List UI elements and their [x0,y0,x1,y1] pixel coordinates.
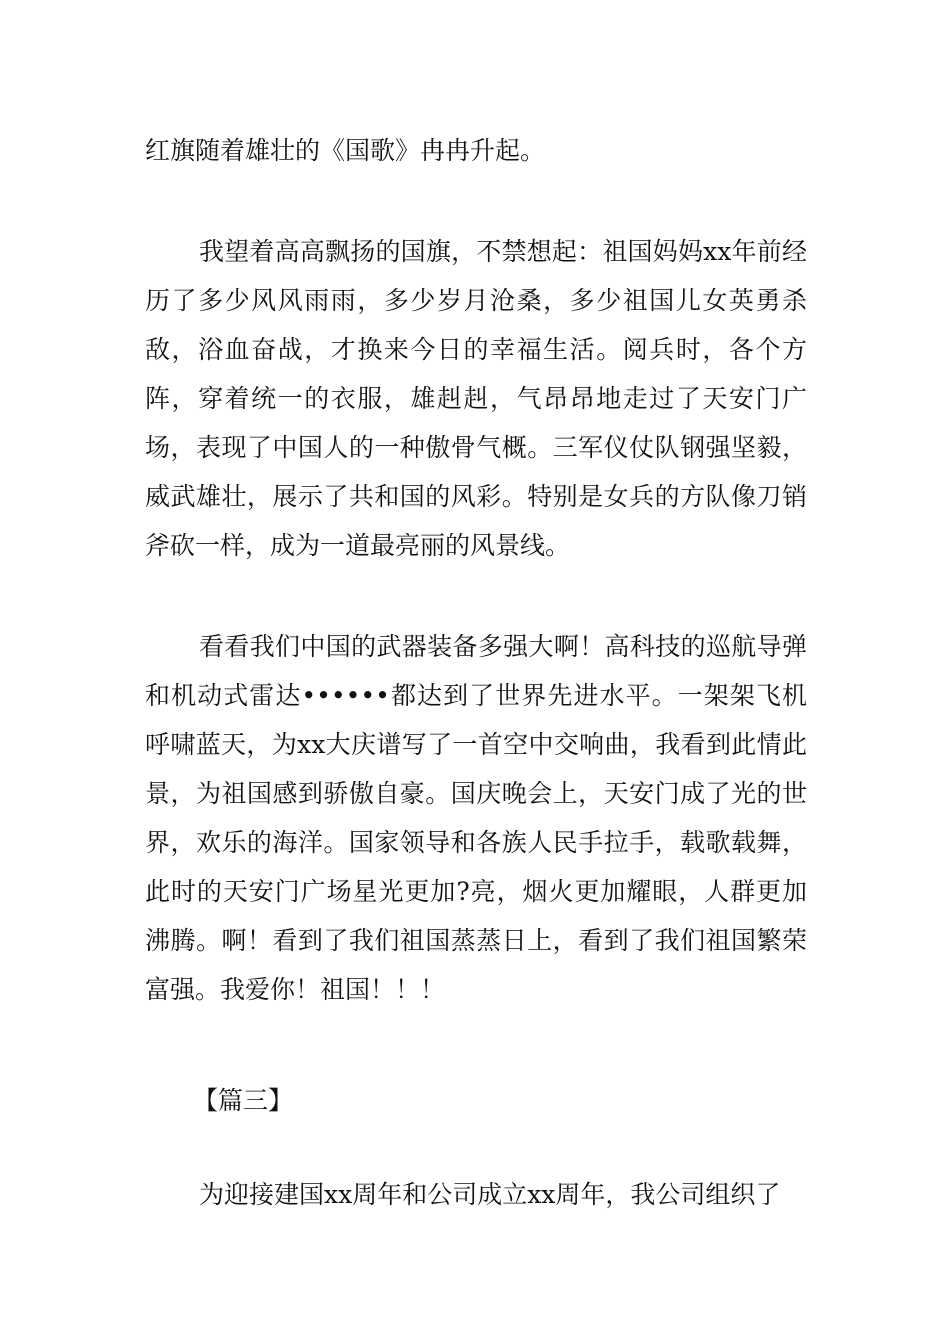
paragraph-4: 为迎接建国xx周年和公司成立xx周年，我公司组织了 [199,1180,781,1209]
section-heading: 【篇三】 [193,1086,294,1115]
paragraph-1: 红旗随着雄壮的《国歌》冉冉升起。 [145,136,546,165]
paragraph-3: 看看我们中国的武器装备多强大啊！高科技的巡航导弹和机动式雷达••••••都达到了世界先进水平。一架架飞机呼啸蓝天，为xx大庆谱写了一首空中交响曲，我看到此情此景，为祖国感到骄傲自豪。国庆晚会上，天安门成了光的世界，欢乐的海洋。国家领导和各族人民手拉手，载歌载舞，此时的天安门广场星光更加?亮，烟火更加耀眼，人群更加沸腾。啊！看到了我们祖国蒸蒸日上，看到了我们祖国繁荣富强。我爱你！祖国！！！ [145,632,807,1004]
paragraph-2: 我望着高高飘扬的国旗，不禁想起：祖国妈妈xx年前经历了多少风风雨雨，多少岁月沧桑，多少祖国儿女英勇杀敌，浴血奋战，才换来今日的幸福生活。阅兵时，各个方阵，穿着统一的衣服，雄赳赳，气昂昂地走过了天安门广场，表现了中国人的一种傲骨气概。三军仪仗队钢强坚毅，威武雄壮，展示了共和国的风彩。特别是女兵的方队像刀销斧砍一样，成为一道最亮丽的风景线。 [145,237,807,560]
